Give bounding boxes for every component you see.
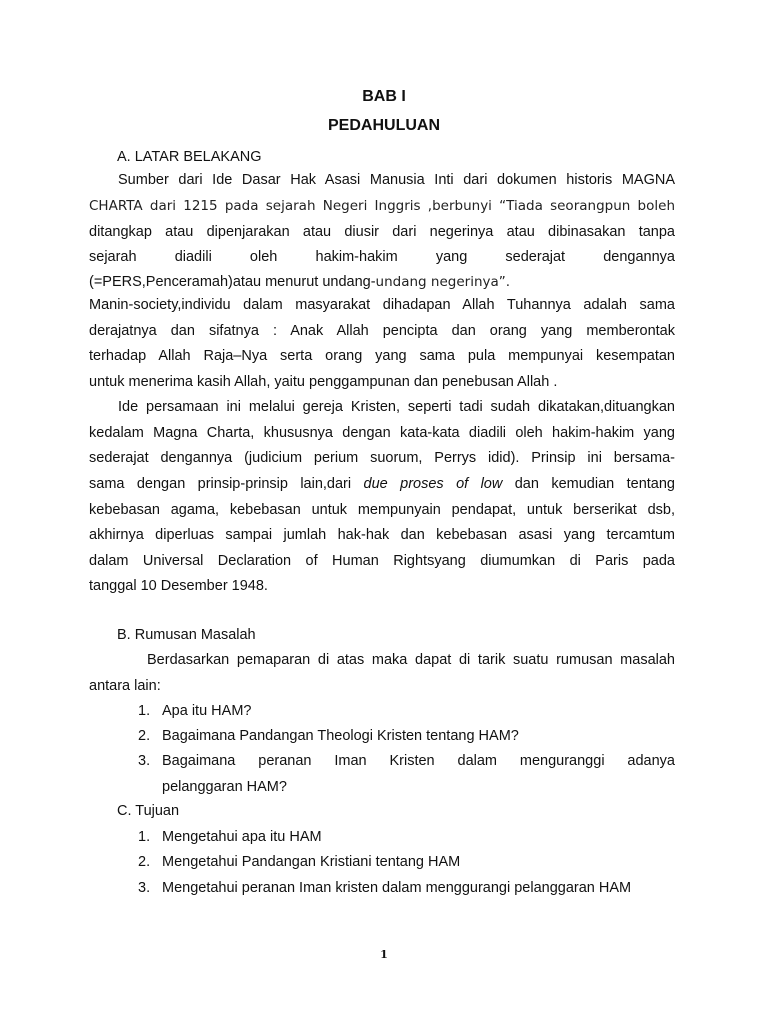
- paragraph-1-line-3: ditangkap atau dipenjarakan atau diusir dari negerinya atau dibinasakan tanpa: [89, 224, 675, 240]
- section-c-heading: C. Tujuan: [117, 803, 180, 819]
- chapter-subtitle: PEDAHULUAN: [328, 117, 440, 134]
- paragraph-3-line-4-text-a: sama dengan prinsip-prinsip lain,dari: [89, 476, 364, 492]
- list-b-item-2-number: 2.: [138, 728, 151, 744]
- page-number: 1: [380, 948, 388, 961]
- paragraph-3-line-6: akhirnya diperluas sampai jumlah hak-hak dan kebebasan asasi yang tercamtum: [89, 527, 675, 543]
- paragraph-2-line-2: derajatnya dan sifatnya : Anak Allah pencipta dan orang yang memberontak: [89, 323, 675, 339]
- section-b-heading: B. Rumusan Masalah: [117, 627, 256, 643]
- list-c-item-2-text: Mengetahui Pandangan Kristiani tentang HAM: [162, 854, 461, 870]
- paragraph-1-line-5-text: (=PERS,Penceramah)atau menurut undang-: [89, 274, 376, 290]
- paragraph-2-line-1: Manin-society,individu dalam masyarakat dihadapan Allah Tuhannya adalah sama: [89, 297, 675, 313]
- paragraph-1-line-5-alt-text: undang negerinya”.: [375, 274, 511, 290]
- paragraph-1-line-1: Sumber dari Ide Dasar Hak Asasi Manusia Inti dari dokumen historis MAGNA: [118, 172, 675, 188]
- paragraph-1-line-4: sejarah diadili oleh hakim-hakim yang sederajat dengannya: [89, 249, 675, 265]
- section-a-heading: A. LATAR BELAKANG: [117, 149, 262, 165]
- paragraph-3-line-7: dalam Universal Declaration of Human Rightsyang diumumkan di Paris pada: [89, 553, 675, 569]
- paragraph-3-line-4: [89, 474, 675, 494]
- section-b-intro-line-2: antara lain:: [89, 678, 161, 694]
- list-b-item-3-text: Bagaimana peranan Iman Kristen dalam menguranggi adanya: [162, 753, 675, 769]
- list-b-item-1-text: Apa itu HAM?: [162, 703, 252, 719]
- paragraph-3-line-2: kedalam Magna Charta, khususnya dengan kata-kata diadili oleh hakim-hakim yang: [89, 425, 675, 441]
- list-b-item-3-number: 3.: [138, 753, 151, 769]
- paragraph-3-line-8: tanggal 10 Desember 1948.: [89, 578, 268, 594]
- paragraph-2-line-3: terhadap Allah Raja–Nya serta orang yang sama pula mempunyai kesempatan: [89, 348, 675, 364]
- list-c-item-1-text: Mengetahui apa itu HAM: [162, 829, 322, 845]
- list-c-item-2-number: 2.: [138, 854, 151, 870]
- paragraph-1-line-2: CHARTA dari 1215 pada sejarah Negeri Inggris ,berbunyi “Tiada seorangpun boleh: [89, 198, 675, 214]
- paragraph-3-line-1: Ide persamaan ini melalui gereja Kristen, seperti tadi sudah dikatakan,dituangkan: [118, 399, 675, 415]
- list-b-item-2-text: Bagaimana Pandangan Theologi Kristen tentang HAM?: [162, 728, 519, 744]
- paragraph-3-line-5: kebebasan agama, kebebasan untuk mempunyain pendapat, untuk berserikat dsb,: [89, 502, 675, 518]
- list-c-item-1-number: 1.: [138, 829, 151, 845]
- section-b-intro-line-1: Berdasarkan pemaparan di atas maka dapat di tarik suatu rumusan masalah: [147, 652, 675, 668]
- paragraph-3-line-4-text-c: dan kemudian tentang: [502, 476, 675, 492]
- list-c-item-3-text: Mengetahui peranan Iman kristen dalam menggurangi pelanggaran HAM: [162, 880, 632, 896]
- paragraph-3-line-3: sederajat dengannya (judicium perium suorum, Perrys idid). Prinsip ini bersama-: [89, 450, 675, 466]
- paragraph-2-line-4: untuk menerima kasih Allah, yaitu penggampunan dan penebusan Allah .: [89, 374, 558, 390]
- chapter-title: BAB I: [362, 88, 406, 105]
- list-c-item-3-number: 3.: [138, 880, 151, 896]
- list-b-item-1-number: 1.: [138, 703, 151, 719]
- paragraph-3-line-4-italic: due proses of low: [363, 476, 503, 492]
- paragraph-1-line-5: [89, 272, 510, 292]
- list-b-item-3-text-cont: pelanggaran HAM?: [162, 779, 287, 795]
